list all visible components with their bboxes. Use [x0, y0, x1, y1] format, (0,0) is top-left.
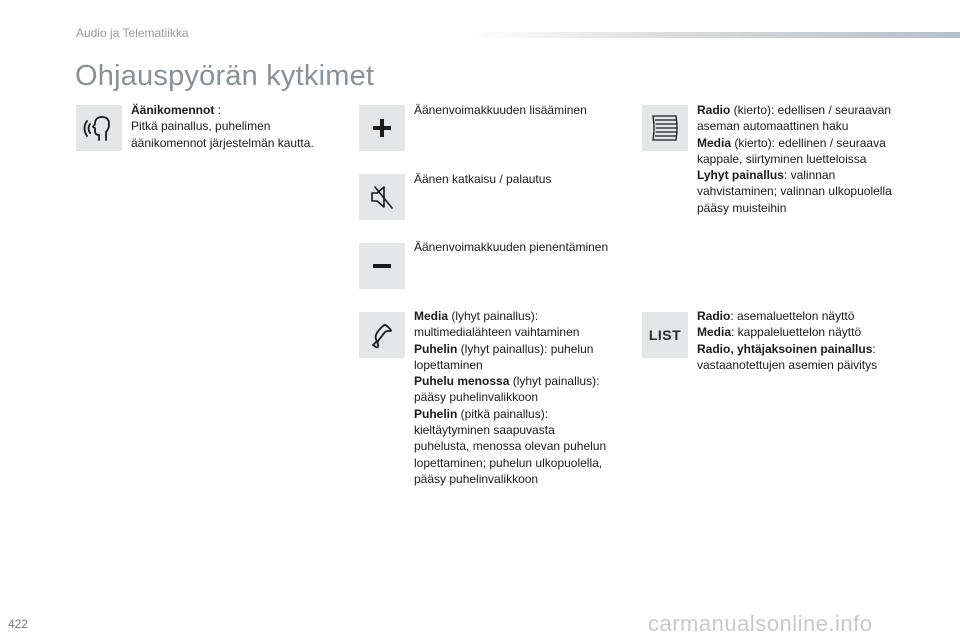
- volume-down-text: Äänenvoimakkuuden pienentäminen: [414, 240, 609, 254]
- line-text: kappale, siirtyminen luetteloissa: [697, 151, 867, 166]
- thumbwheel-text: [697, 102, 927, 216]
- list-text: [697, 308, 927, 373]
- mute-icon: [359, 174, 405, 220]
- header-section: Audio ja Telematiikka: [76, 26, 189, 40]
- line-text: : asemaluettelon näyttö: [730, 309, 855, 323]
- minus-icon: [359, 243, 405, 289]
- bold-term: Lyhyt painallus: [697, 168, 784, 183]
- line-text: : kappaleluettelon näyttö: [731, 325, 862, 340]
- line-text: lopettaminen: [414, 357, 483, 372]
- bold-term: Radio, yhtäjaksoinen painallus: [697, 341, 873, 356]
- voice-command-icon: [76, 105, 122, 151]
- text-line: [697, 341, 927, 357]
- line-text: :: [872, 341, 876, 356]
- phone-icon: [359, 312, 405, 358]
- watermark: carmanualsonline.info: [648, 611, 873, 636]
- bold-term: Radio: [697, 103, 731, 117]
- line-text: kieltäytyminen saapuvasta: [414, 423, 555, 438]
- text-line: [697, 308, 927, 324]
- bold-term: Radio: [697, 309, 731, 323]
- text-line: [414, 373, 644, 389]
- line-text: : valinnan: [783, 168, 836, 183]
- page-title: Ohjauspyörän kytkimet: [75, 60, 375, 92]
- text-line: [697, 324, 927, 340]
- text-line: [414, 471, 644, 487]
- bold-term: Media: [414, 309, 449, 323]
- text-line: [414, 389, 644, 405]
- text-line: [414, 438, 644, 454]
- text-line: [414, 455, 644, 471]
- text-line: [697, 167, 927, 183]
- text-line: [414, 341, 644, 357]
- line-text: multimedialähteen vaihtaminen: [414, 325, 580, 340]
- text-line: [414, 406, 644, 422]
- thumbwheel-icon: [642, 105, 688, 151]
- voice-command-text: Äänikomennot : Pitkä painallus, puhelimen äänikomennot järjestelmän kautta.: [131, 103, 314, 150]
- line-text: (pitkä painallus):: [457, 406, 549, 421]
- line-text: aseman automaattinen haku: [697, 119, 849, 134]
- text-line: [697, 151, 927, 167]
- text-line: [414, 357, 644, 373]
- volume-up-text: Äänenvoimakkuuden lisääminen: [414, 103, 587, 117]
- text-line: [697, 183, 927, 199]
- text-line: [697, 102, 927, 118]
- line-text: pääsy puhelinvalikkoon: [414, 471, 539, 486]
- line-text: lopettaminen; puhelun ulkopuolella,: [414, 455, 603, 470]
- line-text: (lyhyt painallus): puhelun: [457, 341, 594, 356]
- header-divider: [470, 32, 960, 38]
- line-text: vahvistaminen; valinnan ulkopuolella: [697, 184, 892, 199]
- line-text: pääsy puhelinvalikkoon: [414, 390, 539, 405]
- phone-text: [414, 308, 644, 487]
- text-line: [697, 135, 927, 151]
- bold-term: Puhelin: [414, 341, 458, 356]
- line-text: pääsy muisteihin: [697, 200, 787, 215]
- text-line: [697, 200, 927, 216]
- list-icon: LIST: [642, 312, 688, 358]
- voice-command-label: Äänikomennot: [131, 103, 215, 117]
- text-line: [414, 308, 644, 324]
- line-text: (lyhyt painallus):: [448, 309, 539, 323]
- text-line: [414, 422, 644, 438]
- bold-term: Puhelu menossa: [414, 374, 510, 389]
- line-text: (kierto): edellinen / seuraava: [731, 135, 886, 150]
- bold-term: Media: [697, 135, 732, 150]
- text-line: [414, 324, 644, 340]
- text-line: [697, 357, 927, 373]
- line-text: (kierto): edellisen / seuraavan: [730, 103, 892, 117]
- bold-term: Puhelin: [414, 406, 458, 421]
- text-line: [697, 118, 927, 134]
- line-text: puhelusta, menossa olevan puhelun: [414, 439, 607, 454]
- bold-term: Media: [697, 325, 732, 340]
- plus-icon: [359, 105, 405, 151]
- page-number: 422: [8, 617, 29, 631]
- line-text: vastaanotettujen asemien päivitys: [697, 357, 878, 372]
- line-text: (lyhyt painallus):: [509, 374, 600, 389]
- mute-text: Äänen katkaisu / palautus: [414, 172, 552, 186]
